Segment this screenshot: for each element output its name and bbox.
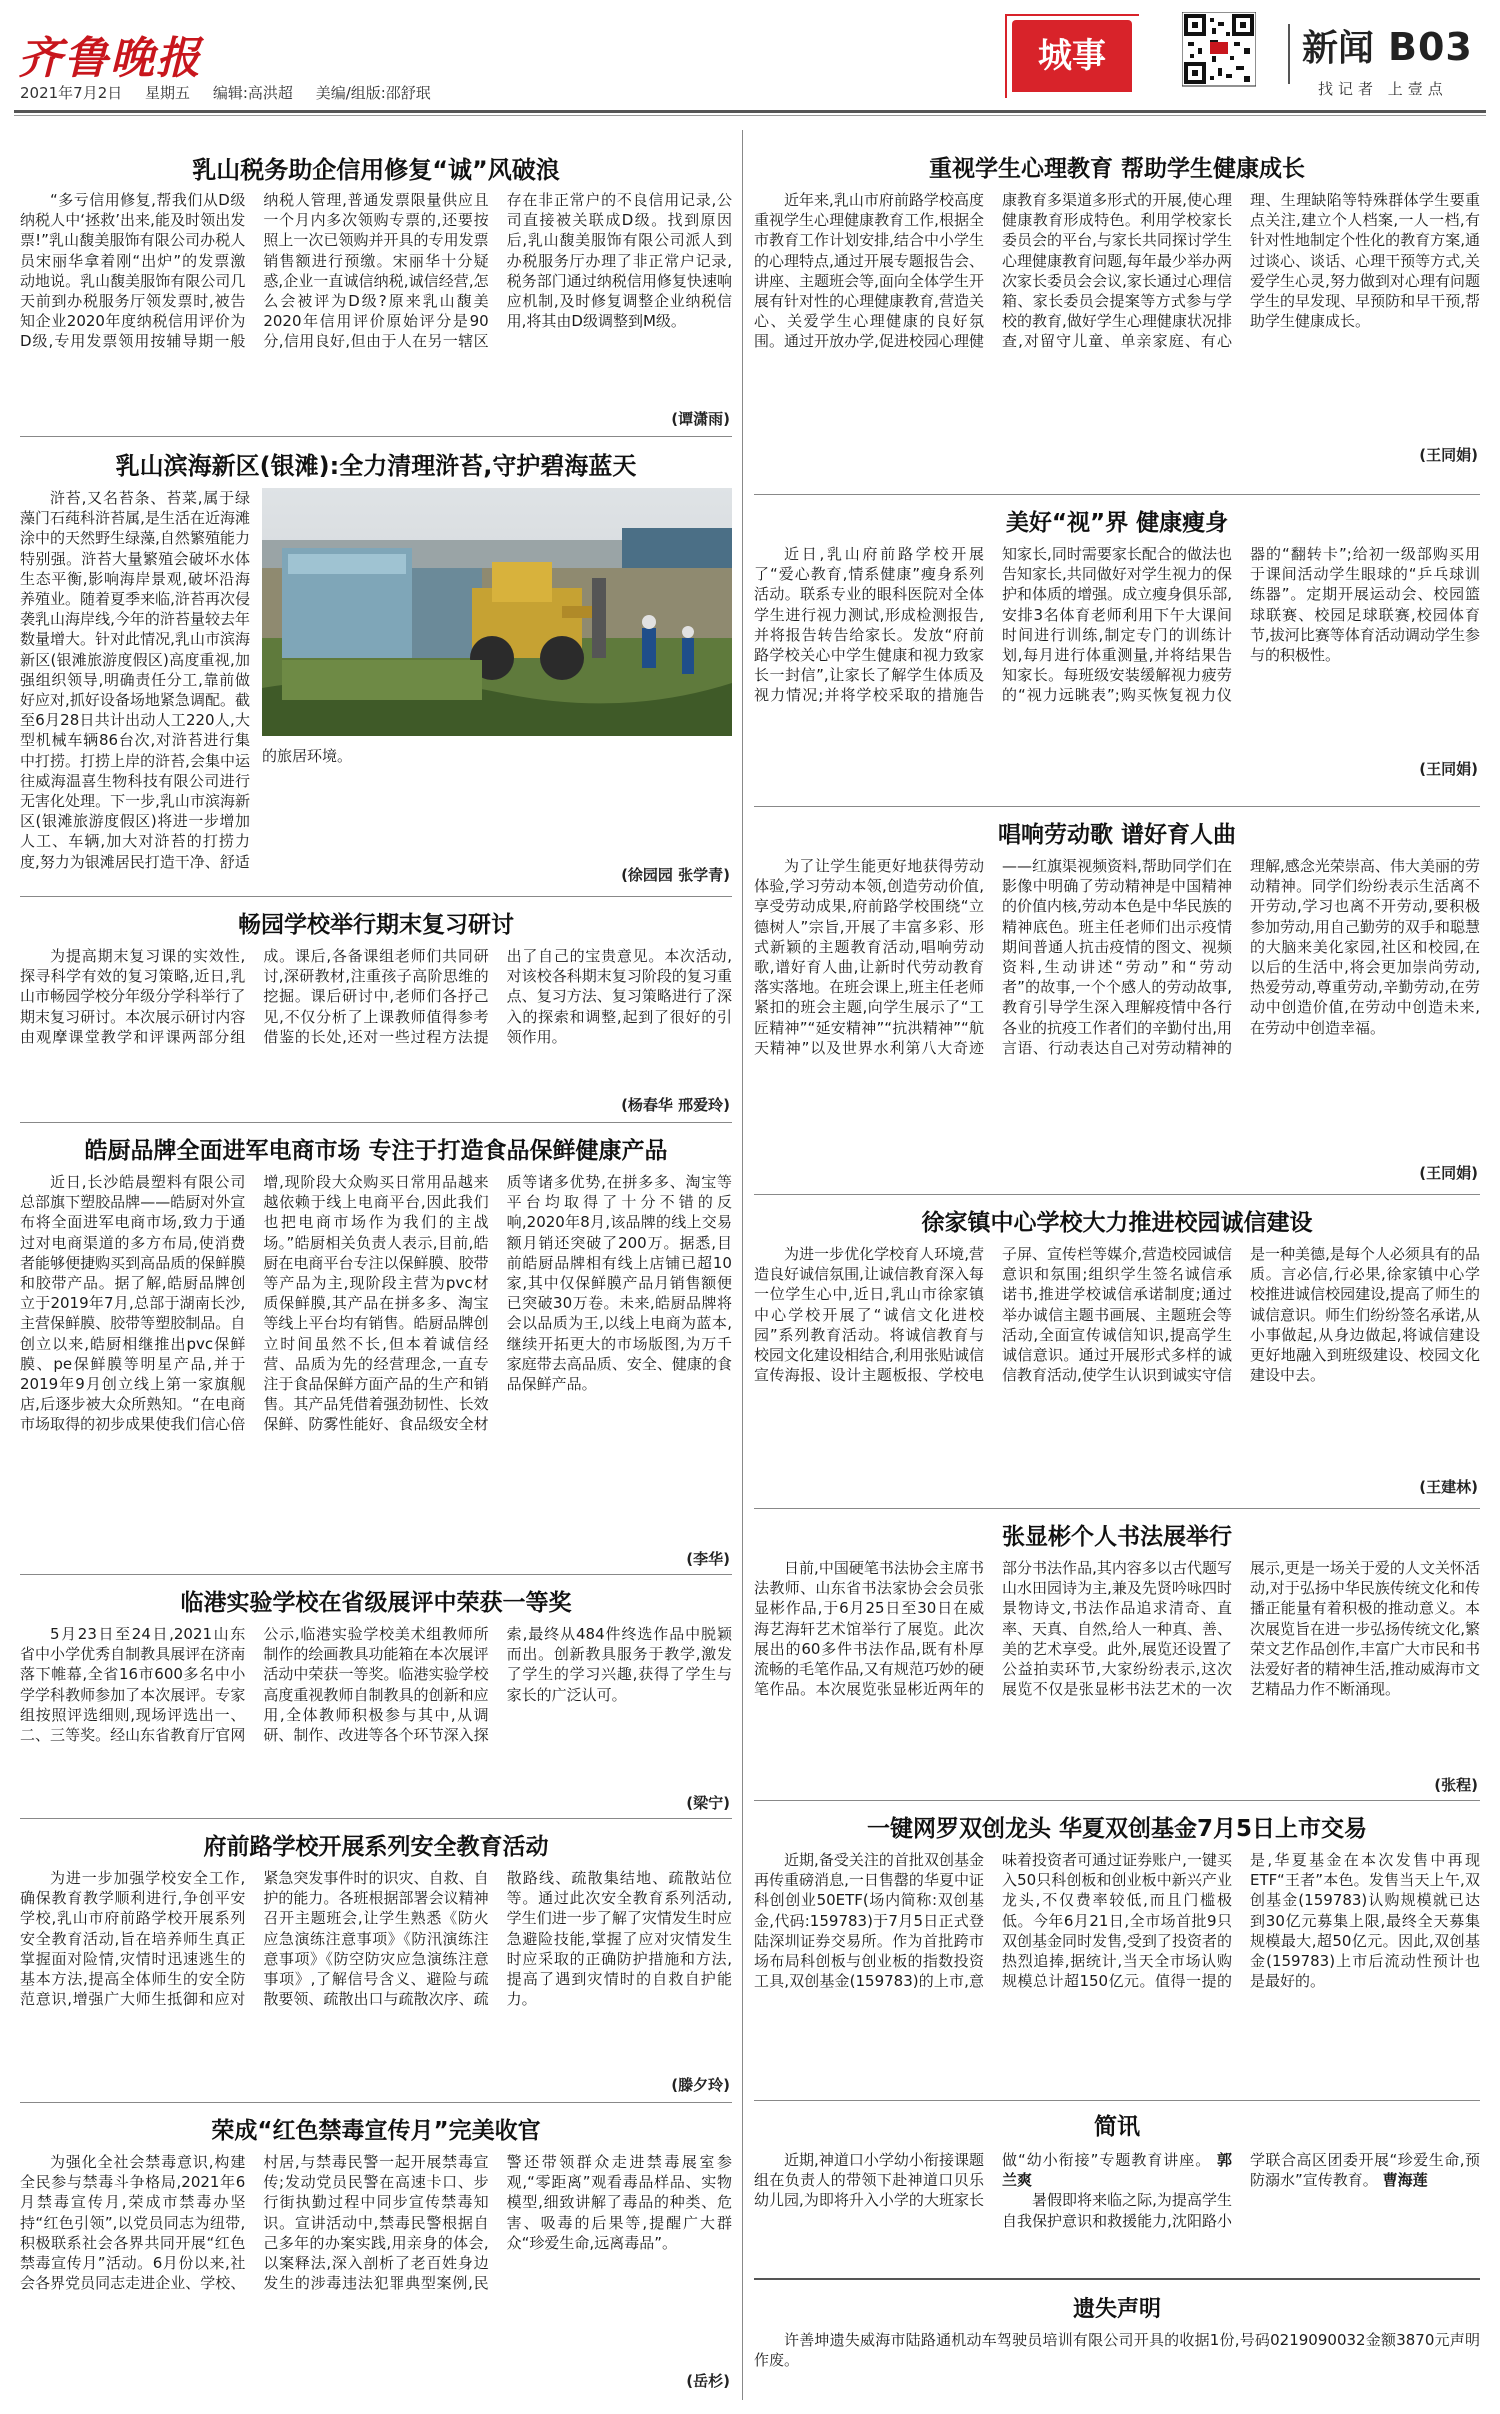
article-byline-haochu: (李华) xyxy=(686,1550,730,1568)
article-byline-changyuan: (杨春华 邢爱玲) xyxy=(621,1096,730,1114)
article-title-calligraphy: 张显彬个人书法展举行 xyxy=(1002,1524,1232,1550)
article-separator xyxy=(20,2102,732,2103)
qr-code-icon[interactable] xyxy=(1182,12,1256,96)
article-body-moss-a: 浒苔,又名苔条、苔菜,属于绿藻门石莼科浒苔属,是生活在近海滩涂中的天然野生绿藻,自然繁殖能力特别强。浒苔大量繁殖会破坏水体生态平衡,影响海岸景观,破坏沿海养殖业。随着夏季来临,浒苔再次侵袭乳山海岸线,今年的浒苔量较去年数量增大。针对此情况,乳山市滨海新区(银滩旅游度假区)高度重视,加强组织领导,明确责任分工,靠前做好应对,抓好设备场地紧急调配。截至6月28日共计出动人工220人,大型机械车辆86台次,对浒苔进行集中打捞。打捞上岸的浒苔,会集中运往威海温喜生物科技有限公司进行无害化处理。下一步,乳山市滨海新区(银滩旅游度假区)将进一步增加人工、车辆,加大对浒苔的打捞力度,努力为银滩居民打造干净、舒适 xyxy=(20,489,250,871)
article-separator xyxy=(20,1574,732,1575)
article-body-haochu: 近日,长沙皓晨塑料有限公司总部旗下塑胶品牌——皓厨对外宣布将全面进军电商市场,致力于通过对电商渠道的多方布局,使消费者能够便捷购买到高品质的保鲜膜和胶带产品。据了解,皓厨品牌创立于2019年7月,总部于湖南长沙,主营保鲜膜、胶带等塑胶制品。自创立以来,皓厨相继推出pvc保鲜膜、pe保鲜膜等明星产品,并于2019年9月创立线上第一家旗舰店,后逐步被大众所熟知。“在电商市场取得的初步成果使我们信心倍增,现阶段大众购买日常用品越来越依赖于线上电商平台,因此我们也把电商市场作为我们的主战场。”皓厨相关负责人表示,目前,皓厨在电商平台专注以保鲜膜、胶带等产品为主,现阶段主营为pvc材质保鲜膜,其产品在拼多多、淘宝等线上平台均有销售。皓厨品牌创立时间虽然不长,但本着诚信经营、品质为先的经营理念,一直专注于食品保鲜方面产品的生产和销售。其产品凭借着强劲韧性、长效保鲜、防雾性能好、食品级安全材质等诸多优势,在拼多多、淘宝等平台均取得了十分不错的反响,2020年8月,该品牌的线上交易额月销还突破了200万。据悉,目前皓厨品牌相有线上店铺已超10家,其中仅保鲜膜产品月销售额便已突破30万卷。未来,皓厨品牌将会以品质为王,以线上电商为蓝本,继续开拓更大的市场版图,为万千家庭带去高品质、安全、健康的食品保鲜产品。 xyxy=(20,1173,732,1434)
article-byline-drugs: (岳杉) xyxy=(686,2372,730,2390)
section-tagline: 找记者 上壹点 xyxy=(1318,80,1448,98)
photo-illustration xyxy=(262,488,732,736)
article-byline-lingang: (梁宁) xyxy=(686,1794,730,1812)
lost-notice-body: 许善坤遗失威海市陆路通机动车驾驶员培训有限公司开具的收据1份,号码0219090032金额3870元声明作废。 xyxy=(754,2331,1480,2370)
brief-item-2: 暑假即将来临之际,为提高学生自我保护意识和救援能力,沈阳路小学联合高区团委开展“珍爱生命,预防溺水”宣传教育。 xyxy=(1002,2151,1480,2230)
article-title-haochu: 皓厨品牌全面进军电商市场 专注于打造食品保鲜健康产品 xyxy=(84,1138,668,1164)
article-body-drugs: 为强化全社会禁毒意识,构建全民参与禁毒斗争格局,2021年6月禁毒宣传月,荣成市禁毒办坚持“红色引领”,以党员同志为纽带,积极联系社会各界共同开展“红色禁毒宣传月”活动。6月份以来,社会各界党员同志走进企业、学校、村居,与禁毒民警一起开展禁毒宣传;发动党员民警在高速卡口、步行街执勤过程中同步宣传禁毒知识。宣讲活动中,禁毒民警根据自己多年的办案实践,用亲身的体会,以案释法,深入剖析了老百姓身边发生的涉毒违法犯罪典型案例,民警还带领群众走进禁毒展室参观,“零距离”观看毒品样品、实物模型,细致讲解了毒品的种类、危害、吸毒的后果等,提醒广大群众“珍爱生命,远离毒品”。 xyxy=(20,2153,732,2293)
issue-weekday: 星期五 xyxy=(145,84,191,102)
brief-byline-2: 曹海莲 xyxy=(1382,2171,1428,2190)
article-title-psych: 重视学生心理教育 帮助学生健康成长 xyxy=(928,156,1305,182)
article-body-psych: 近年来,乳山市府前路学校高度重视学生心理健康教育工作,根据全市教育工作计划安排,结合中小学生的心理特点,通过开展专题报告会、讲座、主题班会等,面向全体学生开展有针对性的心理健康教育,营造关心、关爱学生心理健康的良好氛围。通过开放办学,促进校园心理健康教育多渠道多形式的开展,使心理健康教育形成特色。利用学校家长委员会的平台,与家长共同探讨学生心理健康教育问题,每年最少举办两次家长委员会会议,家长通过心理信箱、家长委员会提案等方式参与学校的教育,做好学生心理健康状况排查,对留守儿童、单亲家庭、有心理、生理缺陷等特殊群体学生要重点关注,建立个人档案,一人一档,有针对性地制定个性化的教育方案,通过谈心、谈话、心理干预等方式,关爱学生心灵,努力做到对心理有问题学生的早发现、早预防和早干预,帮助学生健康成长。 xyxy=(754,191,1480,351)
lost-notice-title: 遗失声明 xyxy=(1072,2297,1161,2322)
article-title-changyuan: 畅园学校举行期末复习研讨 xyxy=(238,912,514,938)
article-byline-safety: (滕夕玲) xyxy=(671,2076,730,2094)
article-body-labor: 为了让学生能更好地获得劳动体验,学习劳动本领,创造劳动价值,享受劳动成果,府前路学校围绕“立德树人”宗旨,开展了丰富多彩、形式新颖的主题教育活动,唱响劳动歌,谱好育人曲,让新时代劳动教育落实落地。在班会课上,班主任老师紧扣的班会主题,向学生展示了“工匠精神”“延安精神”“抗洪精神”“航天精神”以及世界水利第八大奇迹——红旗渠视频资料,帮助同学们在影像中明确了劳动精神是中国精神的价值内核,劳动本色是中华民族的精神底色。班主任老师们出示疫情期间普通人抗击疫情的图文、视频资料,生动讲述“劳动”和“劳动者”的故事,一个个感人的劳动故事,教育引导学生深入理解疫情中各行各业的抗疫工作者们的辛勤付出,用言语、行动表达自己对劳动精神的理解,感念光荣崇高、伟大美丽的劳动精神。同学们纷纷表示生活离不开劳动,学习也离不开劳动,要积极参加劳动,用自己勤劳的双手和聪慧的大脑来美化家园,社区和校园,在以后的生活中,将会更加崇尚劳动,热爱劳动,尊重劳动,辛勤劳动,在劳动中创造价值,在劳动中创造未来,在劳动中创造幸福。 xyxy=(754,857,1480,1057)
article-title-tax: 乳山税务助企信用修复“诚”风破浪 xyxy=(192,156,560,184)
article-title-safety: 府前路学校开展系列安全教育活动 xyxy=(203,1834,549,1860)
article-separator xyxy=(754,1194,1480,1195)
article-separator xyxy=(754,494,1480,495)
page-number: B03 xyxy=(1388,25,1473,69)
brief-item-1: 近期,神道口小学幼小衔接课题组在负责人的带领下赴神道口贝乐幼儿园,为即将升入小学的大班家长做“幼小衔接”专题教育讲座。 xyxy=(754,2151,1212,2210)
section-heading xyxy=(1302,20,1473,71)
article-byline-calligraphy: (张程) xyxy=(1434,1776,1478,1794)
article-body-changyuan: 为提高期末复习课的实效性,探寻科学有效的复习策略,近日,乳山市畅园学校分年级分学科举行了期末复习研讨。本次展示研讨内容由观摩课堂教学和评课两部分组成。课后,各备课组老师们共同研讨,深研教材,注重孩子高阶思维的挖掘。课后研讨中,老师们各抒己见,不仅分析了上课教师值得参考借鉴的长处,还对一些过程方法提出了自己的宝贵意见。本次活动,对该校各科期末复习阶段的复习重点、复习方法、复习策略进行了深入的探索和调整,起到了很好的引领作用。 xyxy=(20,947,732,1046)
article-separator xyxy=(754,1508,1480,1509)
header-rule-thin xyxy=(14,115,1486,116)
issue-date: 2021年7月2日 xyxy=(20,84,123,102)
section-tag: 城事 xyxy=(1012,20,1132,92)
article-byline-labor: (王同娟) xyxy=(1419,1164,1478,1182)
article-body-xujia: 为进一步优化学校育人环境,营造良好诚信氛围,让诚信教育深入每一位学生心中,近日,乳山市徐家镇中心学校开展了“诚信文化进校园”系列教育活动。将诚信教育与校园文化建设相结合,利用张贴诚信宣传海报、设计主题板报、学校电子屏、宣传栏等媒介,营造校园诚信意识和氛围;组织学生签名诚信承诺书,推进学校诚信承诺制度;通过举办诚信主题书画展、主题班会等活动,全面宣传诚信知识,提高学生诚信意识。通过开展形式多样的诚信教育活动,使学生认识到诚实守信是一种美德,是每个人必须具有的品质。言必信,行必果,徐家镇中心学校推进诚信校园建设,提高了师生的诚信意识。师生们纷纷签名承诺,从小事做起,从身边做起,将诚信建设更好地融入到班级建设、校园文化建设中去。 xyxy=(754,1245,1480,1385)
article-separator xyxy=(754,2100,1480,2101)
section-separator xyxy=(1288,24,1290,84)
article-body-vision: 近日,乳山府前路学校开展了“爱心教育,情系健康”瘦身系列活动。联系专业的眼科医院对全体学生进行视力测试,形成检测报告,并将报告转告给家长。发放“府前路学校关心中学生健康和视力致家长一封信”,让家长了解学生体质及视力情况;并将学校采取的措施告知家长,同时需要家长配合的做法也告知家长,共同做好对学生视力的保护和体质的增强。成立瘦身俱乐部,安排3名体育老师利用下午大课间时间进行训练,制定专门的训练计划,每月进行体重测量,并将结果告知家长。每班级安装缓解视力疲劳的“视力远眺表”;购买恢复视力仪器的“翻转卡”;给初一级部购买用于课间活动学生眼球的“乒乓球训练器”。定期开展运动会、校园篮球联赛、校园足球联赛,校园体育节,拔河比赛等体育活动调动学生参与的积极性。 xyxy=(754,545,1480,705)
article-title-vision: 美好“视”界 健康瘦身 xyxy=(1005,510,1229,536)
article-title-labor: 唱响劳动歌 谱好育人曲 xyxy=(997,822,1236,848)
article-byline-psych: (王同娟) xyxy=(1419,446,1478,464)
article-byline-vision: (王同娟) xyxy=(1419,760,1478,778)
seaweed-cleanup-photo xyxy=(262,488,732,736)
article-separator xyxy=(754,1800,1480,1801)
article-byline-xujia: (王建林) xyxy=(1419,1478,1478,1496)
article-body-moss-b: 的旅居环境。 xyxy=(262,747,353,765)
header-rule xyxy=(14,110,1486,113)
issue-editor: 编辑:高洪超 xyxy=(212,84,293,102)
article-body-tax: “多亏信用修复,帮我们从D级纳税人中‘拯救’出来,能及时领出发票!”乳山馥美服饰有限公司办税人员宋丽华拿着刚“出炉”的发票激动地说。乳山馥美服饰有限公司几天前到办税服务厅领发票时,被告知企业2020年度纳税信用评价为D级,专用发票领用按辅导期一般纳税人管理,普通发票限量供应且一个月内多次领购专票的,还要按照上一次已领购并开具的专用发票销售额进行预缴。宋丽华十分疑惑,企业一直诚信纳税,诚信经营,怎么会被评为D级?原来乳山馥美2020年信用评价原始评分是90分,信用良好,但由于人在另一辖区存在非正常户的不良信用记录,公司直接被关联成D级。找到原因后,乳山馥美服饰有限公司派人到办税服务厅办理了非正常户记录,税务部门通过纳税信用修复快速响应机制,及时修复调整企业纳税信用,将其由D级调整到M级。 xyxy=(20,191,732,351)
article-separator xyxy=(20,896,732,897)
article-separator xyxy=(20,436,732,437)
issue-designer: 美编/组版:邵舒珉 xyxy=(315,84,431,102)
newspaper-logo: 齐鲁晚报 xyxy=(18,33,202,84)
brief-byline-1: 郭兰爽 xyxy=(1002,2151,1232,2190)
article-byline-moss: (徐园园 张学青) xyxy=(621,866,730,884)
article-body-fund: 近期,备受关注的首批双创基金再传重磅消息,一日售罄的华夏中证科创创业50ETF(场内简称:双创基金,代码:159783)于7月5日正式登陆深圳证券交易所。作为首批跨市场布局科创板与创业板的指数投资工具,双创基金(159783)的上市,意味着投资者可通过证券账户,一键买入50只科创板和创业板中新兴产业龙头,不仅费率较低,而且门槛极低。今年6月21日,全市场首批9只双创基金同时发售,受到了投资者的热烈追捧,据统计,当天全市场认购规模总计超150亿元。值得一提的是,华夏基金在本次发售中再现ETF“王者”本色。发售当天上午,双创基金(159783)认购规模就已达到30亿元募集上限,最终全天募集规模最大,超50亿元。因此,双创基金(159783)上市后流动性预计也是最好的。 xyxy=(754,1851,1480,1991)
article-body-safety: 为进一步加强学校安全工作,确保教育教学顺利进行,争创平安学校,乳山市府前路学校开展系列安全教育活动,旨在培养师生真正掌握面对险情,灾情时迅速逃生的基本方法,提高全体师生的安全防范意识,增强广大师生抵御和应对紧急突发事件时的识灾、自救、自护的能力。各班根据部署会议精神召开主题班会,让学生熟悉《防火应急演练注意事项》《防汛演练注意事项》《防空防灾应急演练注意事项》,了解信号含义、避险与疏散要领、疏散出口与疏散次序、疏散路线、疏散集结地、疏散站位等。通过此次安全教育系列活动,学生们进一步了解了灾情发生时应急避险技能,掌握了应对灾情发生时应采取的正确防护措施和方法,提高了遇到灾情时的自救自护能力。 xyxy=(20,1869,732,2009)
column-divider xyxy=(742,130,743,2400)
brief-body xyxy=(754,2150,1480,2260)
section-name: 新闻 xyxy=(1302,28,1375,69)
article-separator xyxy=(20,1818,732,1819)
article-separator xyxy=(754,806,1480,807)
issue-info xyxy=(20,82,449,103)
article-separator xyxy=(20,1122,732,1123)
article-body-calligraphy: 日前,中国硬笔书法协会主席书法教师、山东省书法家协会会员张显彬作品,于6月25日至30日在威海艺海轩艺术馆举行了展览。此次展出的60多件书法作品,既有朴厚流畅的毛笔作品,又有规范巧妙的硬笔作品。本次展览张显彬近两年的部分书法作品,其内容多以古代题写山水田园诗为主,兼及先贤吟咏四时景物诗文,书法作品追求清奇、直率、天真、自然,给人一种真、善、美的艺术享受。此外,展览还设置了公益拍卖环节,大家纷纷表示,这次展览不仅是张显彬书法艺术的一次展示,更是一场关于爱的人文关怀活动,对于弘扬中华民族传统文化和传播正能量有着积极的推动意义。本次展览旨在进一步弘扬传统文化,繁荣文艺作品创作,丰富广大市民和书法爱好者的精神生活,推动威海市文艺精品力作不断涌现。 xyxy=(754,1559,1480,1699)
article-body-lingang: 5月23日至24日,2021山东省中小学优秀自制教具展评在济南落下帷幕,全省16市600多名中小学学科教师参加了本次展评。专家组按照评选细则,现场评选出一、二、三等奖。经山东省教育厅官网公示,临港实验学校美术组教师所制作的绘画教具功能箱在本次展评活动中荣获一等奖。临港实验学校高度重视教师自制教具的创新和应用,全体教师积极参与其中,从调研、制作、改进等各个环节深入探索,最终从484件终选作品中脱颖而出。创新教具服务于教学,激发了学生的学习兴趣,获得了学生与家长的广泛认可。 xyxy=(20,1625,732,1745)
article-title-fund: 一键网罗双创龙头 华夏双创基金7月5日上市交易 xyxy=(866,1816,1367,1842)
article-title-lingang: 临港实验学校在省级展评中荣获一等奖 xyxy=(180,1590,572,1616)
article-title-xujia: 徐家镇中心学校大力推进校园诚信建设 xyxy=(921,1210,1313,1236)
article-title-drugs: 荣成“红色禁毒宣传月”完美收官 xyxy=(211,2118,541,2144)
article-title-moss: 乳山滨海新区(银滩):全力清理浒苔,守护碧海蓝天 xyxy=(115,452,637,480)
article-byline-tax: (谭潇雨) xyxy=(671,410,730,428)
brief-title: 简讯 xyxy=(1094,2114,1140,2140)
